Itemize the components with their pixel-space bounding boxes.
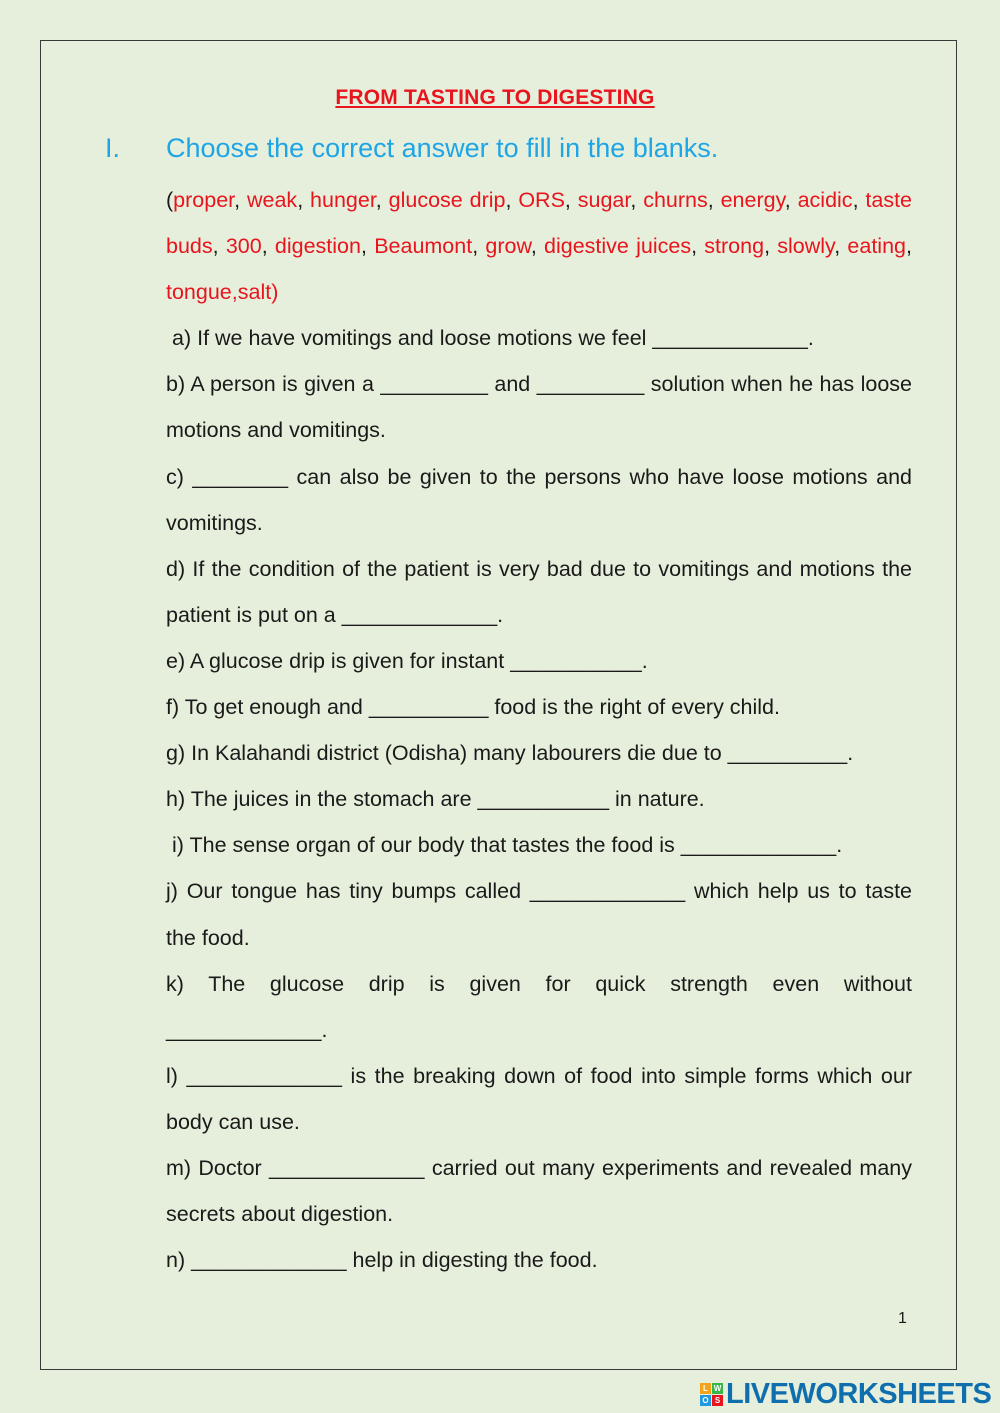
logo-block: O	[700, 1395, 711, 1406]
word-bank-item: churns	[643, 188, 708, 212]
logo-icon	[700, 1383, 723, 1406]
word-bank-item: energy	[720, 188, 785, 212]
worksheet-title: FROM TASTING TO DIGESTING	[335, 86, 655, 109]
section-heading: Choose the correct answer to fill in the blanks.	[166, 133, 719, 163]
question-c: c) ________ can also be given to the persons who have loose motions and vomitings.	[166, 464, 912, 535]
page-number: 1	[898, 1310, 907, 1327]
question-n: n) _____________ help in digesting the food.	[166, 1248, 598, 1273]
word-bank-item: digestive juices	[544, 234, 692, 259]
word-bank-item: tongue,salt	[166, 280, 272, 305]
question-f: f) To get enough and __________ food is the right of every child.	[166, 695, 780, 720]
worksheet-content	[166, 177, 912, 1283]
question-j: j) Our tongue has tiny bumps called _____________ which help us to taste the food.	[166, 879, 912, 950]
word-bank-item: Beaumont	[374, 234, 473, 259]
logo-block: S	[712, 1395, 723, 1406]
question-l: l) _____________ is the breaking down of food into simple forms which our body can use.	[166, 1063, 912, 1134]
word-bank-item: sugar	[577, 188, 631, 212]
word-bank-close: )	[271, 280, 279, 305]
word-bank-item: 300	[225, 234, 262, 259]
brand-name: LIVEWORKSHEETS	[726, 1377, 992, 1410]
word-bank-item: taste buds	[166, 188, 913, 259]
liveworksheets-logo[interactable]	[700, 1378, 991, 1410]
logo-block: L	[700, 1383, 711, 1394]
question-b: b) A person is given a _________ and _________ solution when he has loose motions and vomitings.	[166, 372, 912, 443]
question-g: g) In Kalahandi district (Odisha) many labourers die due to __________.	[166, 741, 854, 766]
question-h: h) The juices in the stomach are ___________ in nature.	[166, 787, 705, 812]
word-bank-item: proper	[173, 188, 235, 212]
word-bank-open: (	[166, 188, 174, 212]
word-bank-item: strong	[704, 234, 765, 259]
word-bank-item: ORS	[518, 188, 565, 212]
question-e: e) A glucose drip is given for instant ___________.	[166, 648, 648, 673]
question-m: m) Doctor _____________ carried out many experiments and revealed many secrets about digestion.	[166, 1155, 912, 1227]
question-k: k) The glucose drip is given for quick strength even without	[166, 971, 912, 996]
word-bank-item: grow	[485, 234, 531, 259]
logo-block: W	[713, 1383, 722, 1393]
word-bank-item: weak	[246, 188, 298, 212]
word-bank-item: glucose drip	[388, 188, 506, 212]
word-bank-item: digestion	[274, 234, 361, 259]
word-bank-item: hunger	[310, 188, 376, 212]
word-bank-item: slowly	[777, 234, 835, 259]
section-number: I.	[105, 133, 121, 163]
question-k-blank: _____________.	[166, 1017, 328, 1042]
question-i: i) The sense organ of our body that tastes the food is _____________.	[172, 833, 843, 858]
question-d: d) If the condition of the patient is very bad due to vomitings and motions the patient is put on a _____________.	[166, 556, 912, 627]
word-bank: (proper, weak, hunger, glucose drip, ORS, sugar, churns, energy, acidic, taste buds, 300, digestion, Beaumont, grow, digestive juices, strong, slowly, eating, tongue,salt)	[166, 188, 913, 305]
word-bank-item: eating	[847, 234, 907, 259]
question-a: a) If we have vomitings and loose motions we feel _____________.	[172, 326, 814, 351]
word-bank-item: acidic	[797, 188, 853, 212]
